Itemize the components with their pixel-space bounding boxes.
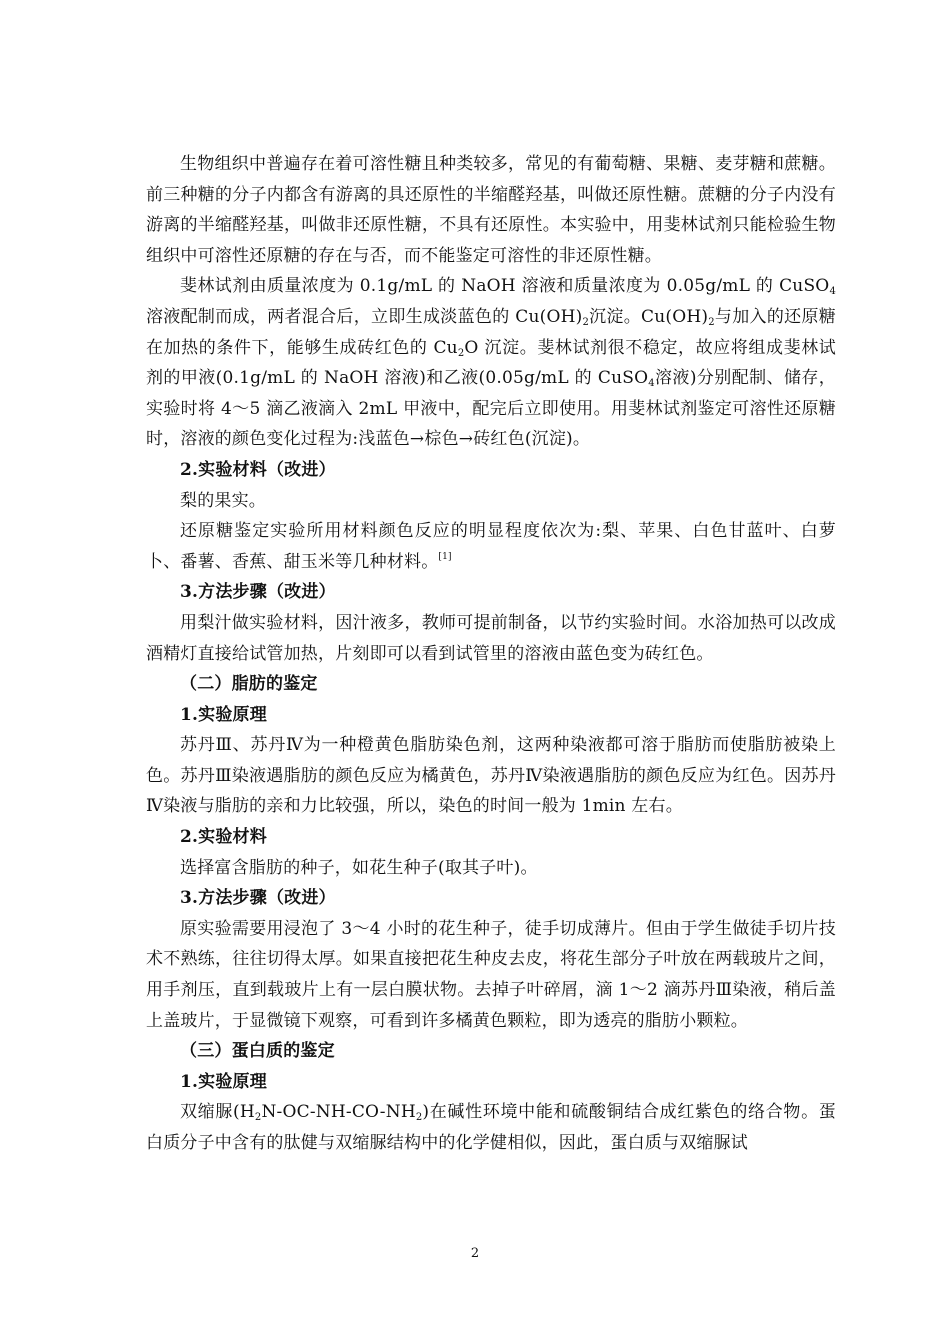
- subscript: 4: [829, 286, 836, 298]
- paragraph-reducing-sugar-principle: 生物组织中普遍存在着可溶性糖且种类较多，常见的有葡萄糖、果糖、麦芽糖和蔗糖。前三种糖的分子内都含有游离的具还原性的半缩醛羟基，叫做还原性糖。蔗糖的分子内没有游离的半缩醛羟基，叫做非还原性糖，不具有还原性。本实验中，用斐林试剂只能检验生物组织中可溶性还原糖的存在与否，而不能鉴定可溶性的非还原性糖。: [146, 154, 836, 266]
- subscript: 2: [708, 316, 715, 328]
- text-segment: 斐林试剂由质量浓度为 0.1g/mL 的 NaOH 溶液和质量浓度为 0.05g/mL 的 CuSO: [180, 276, 830, 297]
- subscript: 2: [254, 1112, 262, 1124]
- subscript: 2: [582, 316, 589, 328]
- heading-principle-2: 1.实验原理: [180, 1071, 267, 1092]
- heading-protein-section: （三）蛋白质的鉴定: [180, 1041, 335, 1062]
- text-segment: 沉淀。Cu(OH): [589, 306, 709, 327]
- heading-method-improved-2: 3.方法步骤（改进）: [180, 888, 336, 909]
- paragraph-peanut-method: 原实验需要用浸泡了 3～4 小时的花生种子，徒手切成薄片。但由于学生做徒手切片技术不熟练，往往切得太厚。如果直接把花生种皮去皮，将花生部分子叶放在两载玻片之间，用手剂压，直到载玻片上有一层白膜状物。去掉子叶碎屑，滴 1～2 滴苏丹Ⅲ染液，稍后盖上盖玻片，于显微镜下观察，可看到许多橘黄色颗粒，即为透亮的脂肪小颗粒。: [146, 918, 836, 1031]
- text-segment: 溶液配制而成，两者混合后，立即生成淡蓝色的 Cu(OH): [146, 306, 583, 327]
- subscript: 2: [457, 347, 465, 359]
- paragraph-biuret-principle: [146, 1097, 836, 1158]
- paragraph-fehling-reagent: [146, 271, 836, 455]
- heading-method-improved-1: 3.方法步骤（改进）: [180, 582, 336, 603]
- subscript: 4: [648, 378, 655, 390]
- paragraph-material-ranking: [146, 516, 836, 577]
- heading-principle-1: 1.实验原理: [180, 704, 267, 725]
- text-segment: 还原糖鉴定实验所用材料颜色反应的明显程度依次为:梨、苹果、白色甘蓝叶、白萝卜、番薯、香蕉、甜玉米等几种材料。: [146, 521, 836, 572]
- document-body: [146, 149, 836, 1159]
- citation-reference: [1]: [438, 551, 452, 562]
- heading-materials-improved: 2.实验材料（改进）: [180, 459, 336, 480]
- heading-materials: 2.实验材料: [180, 827, 267, 848]
- paragraph-pear-juice-method: 用梨汁做实验材料，因汁液多，教师可提前制备，以节约实验时间。水浴加热可以改成酒精灯直接给试管加热，片刻即可以看到试管里的溶液由蓝色变为砖红色。: [146, 612, 836, 664]
- text-segment: O 沉淀。斐林试剂很不稳定，故应将组成斐林试剂的甲液(0.1g/mL 的 NaOH 溶液)和乙液(0.05g/mL 的 CuSO: [146, 337, 836, 389]
- text-segment: N-OC-NH-CO-NH: [261, 1102, 416, 1123]
- paragraph-peanut-seed: 选择富含脂肪的种子，如花生种子(取其子叶)。: [180, 857, 538, 878]
- text-segment: 与加入的还原糖在加热的条件下，能够生成砖红色的 Cu: [146, 306, 836, 358]
- text-segment: )在碱性环境中能和硫酸铜结合成红紫色的络合物。蛋白质分子中含有的肽健与双缩脲结构中的化学健相似，因此，蛋白质与双缩脲试: [146, 1102, 836, 1153]
- text-segment: 溶液)分别配制、储存，实验时将 4～5 滴乙液滴入 2mL 甲液中，配完后立即使用。用斐林试剂鉴定可溶性还原糖时，溶液的颜色变化过程为:浅蓝色→棕色→砖红色(沉淀)。: [146, 368, 836, 450]
- paragraph-pear-fruit: 梨的果实。: [180, 490, 266, 511]
- text-segment: 双缩脲(H: [180, 1102, 255, 1123]
- heading-fat-section: （二）脂肪的鉴定: [180, 674, 318, 695]
- subscript: 2: [415, 1112, 423, 1124]
- page-number: 2: [470, 1246, 480, 1261]
- paragraph-sudan-stain: 苏丹Ⅲ、苏丹Ⅳ为一种橙黄色脂肪染色剂，这两种染液都可溶于脂肪而使脂肪被染上色。苏丹Ⅲ染液遇脂肪的颜色反应为橘黄色，苏丹Ⅳ染液遇脂肪的颜色反应为红色。因苏丹Ⅳ染液与脂肪的亲和力比较强，所以，染色的时间一般为 1min 左右。: [146, 735, 836, 817]
